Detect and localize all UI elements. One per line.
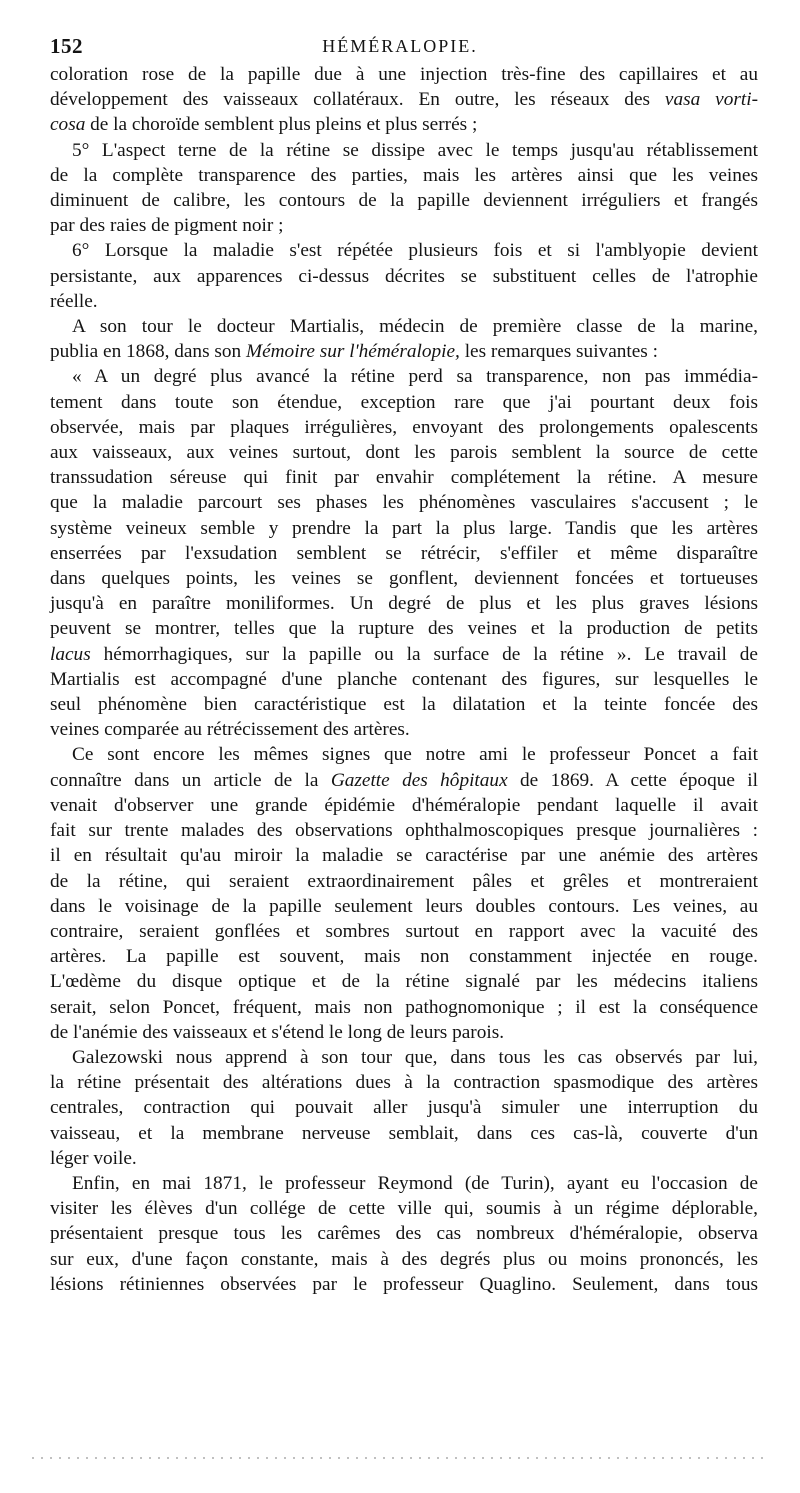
text-segment: Galezowski nous apprend à son tour que, dans tous les cas observés par lui, [72, 1046, 758, 1068]
text-segment: fait sur trente malades des observations ophthalmoscopiques presque journalières : [50, 820, 758, 842]
text-segment: de l'anémie des vaisseaux et s'étend le long de leurs parois. [50, 1021, 505, 1043]
running-title: HÉMÉRALOPIE. [322, 36, 478, 56]
text-segment: sur eux, d'une façon constante, mais à des degrés plus ou moins prononcés, les [50, 1248, 758, 1270]
paragraph [50, 364, 758, 742]
text-line [50, 969, 758, 994]
text-segment: centrales, contraction qui pouvait aller jusqu'à simuler une interruption du [50, 1097, 758, 1119]
text-segment: Enfin, en mai 1871, le professeur Reymond (de Turin), ayant eu l'occasion de [72, 1172, 758, 1194]
text-segment: « A un degré plus avancé la rétine perd sa transparence, non pas immédia- [72, 366, 758, 388]
text-line [50, 692, 758, 717]
text-line [50, 566, 758, 591]
text-line [50, 188, 758, 213]
text-segment: venait d'observer une grande épidémie d'héméralopie pendant laquelle il avait [50, 794, 758, 816]
text-line [50, 289, 758, 314]
text-line [50, 742, 758, 767]
body-text [50, 62, 758, 1297]
text-segment: connaître dans un article de la [50, 769, 331, 791]
page-header [50, 34, 750, 60]
text-segment: A son tour le docteur Martialis, médecin de première classe de la marine, [72, 316, 758, 338]
italic-text: vasa vorti- [664, 89, 759, 111]
text-segment: la rétine présentait des altérations dues à la contraction spasmodique des artères [50, 1072, 758, 1094]
text-line [50, 793, 758, 818]
text-segment: observée, mais par plaques irrégulières, envoyant des prolongements opalescents [50, 416, 758, 438]
text-line [50, 314, 758, 339]
text-line [50, 112, 758, 137]
text-segment: vaisseau, et la membrane nerveuse semblait, dans ces cas-là, couverte d'un [50, 1122, 758, 1144]
italic-text: Mémoire sur l'héméralopie, [246, 341, 460, 363]
text-segment: dans le voisinage de la papille seulement leurs doubles contours. Les veines, au [50, 895, 758, 917]
text-segment: présentaient presque tous les carêmes des cas nombreux d'héméralopie, observa [50, 1223, 758, 1245]
text-segment: contraire, seraient gonflées et sombres surtout en rapport avec la vacuité des [50, 920, 758, 942]
text-segment: serait, selon Poncet, fréquent, mais non pathognomonique ; il est la conséquence [50, 996, 758, 1018]
text-segment: de la complète transparence des parties, mais les artères ainsi que les veines [50, 164, 758, 186]
paragraph [50, 742, 758, 1044]
paragraph [50, 1045, 758, 1171]
text-segment: Martialis est accompagné d'une planche contenant des figures, sur lesquelles le [50, 668, 758, 690]
text-line [50, 1121, 758, 1146]
text-line [50, 1045, 758, 1070]
text-segment: publia en 1868, dans son [50, 341, 247, 363]
text-segment: visiter les élèves d'un collége de cette ville qui, soumis à un régime déplorable, [50, 1198, 758, 1220]
text-line [50, 465, 758, 490]
text-line [50, 995, 758, 1020]
text-line [50, 490, 758, 515]
text-segment: de la choroïde semblent plus pleins et plus serrés ; [85, 114, 478, 136]
text-line [50, 1146, 758, 1171]
text-segment: coloration rose de la papille due à une injection très-fine des capillaires et au [50, 64, 758, 85]
text-line [50, 390, 758, 415]
text-line [50, 1020, 758, 1045]
text-line [50, 87, 758, 112]
text-line [50, 616, 758, 641]
page-number: 152 [50, 34, 83, 58]
text-segment: veines comparée au rétrécissement des artères. [50, 719, 410, 741]
text-segment: 5° L'aspect terne de la rétine se dissipe avec le temps jusqu'au rétablissement [72, 139, 758, 161]
text-line [50, 768, 758, 793]
text-segment: persistante, aux apparences ci-dessus décrites se substituent celles de l'atrophie [50, 265, 758, 287]
text-segment: aux vaisseaux, aux veines surtout, dont les parois semblent la source de cette [50, 442, 758, 464]
text-segment: seul phénomène bien caractéristique est la dilatation et la teinte foncée des [50, 694, 758, 716]
text-line [50, 1171, 758, 1196]
text-line [50, 1196, 758, 1221]
text-line [50, 894, 758, 919]
paragraph [50, 1171, 758, 1297]
text-line [50, 541, 758, 566]
text-line [50, 919, 758, 944]
text-line [50, 213, 758, 238]
text-segment: hémorrhagiques, sur la papille ou la surface de la rétine ». Le travail de [90, 643, 758, 665]
text-line [50, 339, 758, 364]
text-segment: les remarques suivantes : [459, 341, 658, 363]
text-line [50, 818, 758, 843]
text-line [50, 62, 758, 87]
paragraph [50, 62, 758, 138]
text-line [50, 364, 758, 389]
italic-text: Gazette des hôpitaux [330, 769, 508, 791]
text-line [50, 163, 758, 188]
text-segment: développement des vaisseaux collatéraux. En outre, les réseaux des [50, 89, 665, 111]
text-segment: jusqu'à en paraître moniliformes. Un degré de plus et les plus graves lésions [50, 593, 758, 615]
text-line [50, 667, 758, 692]
text-line [50, 944, 758, 969]
text-segment: léger voile. [50, 1147, 137, 1169]
text-line [50, 642, 758, 667]
paragraph [50, 238, 758, 314]
text-line [50, 264, 758, 289]
text-line [50, 440, 758, 465]
text-segment: lésions rétiniennes observées par le professeur Quaglino. Seulement, dans tous [50, 1273, 758, 1295]
italic-text: lacus [50, 643, 91, 665]
text-segment: diminuent de calibre, les contours de la papille deviennent irréguliers et frangés [50, 190, 758, 212]
text-segment: de la rétine, qui seraient extraordinairement pâles et grêles et montreraient [50, 870, 758, 892]
text-line [50, 415, 758, 440]
paragraph [50, 138, 758, 239]
text-line [50, 516, 758, 541]
footer-dotted-rule [32, 1456, 768, 1460]
text-line [50, 1095, 758, 1120]
text-segment: réelle. [50, 290, 98, 312]
text-line [50, 238, 758, 263]
text-segment: artères. La papille est souvent, mais non constamment injectée en rouge. [50, 946, 758, 968]
text-segment: peuvent se montrer, telles que la rupture des veines et la production de petits [50, 618, 758, 640]
text-line [50, 591, 758, 616]
text-segment: il en résultait qu'au miroir la maladie se caractérise par une anémie des artères [50, 845, 758, 867]
text-segment: 6° Lorsque la maladie s'est répétée plusieurs fois et si l'amblyopie devient [72, 240, 758, 262]
text-segment: par des raies de pigment noir ; [50, 215, 284, 237]
text-line [50, 717, 758, 742]
text-segment: que la maladie parcourt ses phases les phénomènes vasculaires s'accusent ; le [50, 492, 758, 514]
paragraph [50, 314, 758, 364]
text-line [50, 843, 758, 868]
text-line [50, 869, 758, 894]
text-line [50, 138, 758, 163]
text-line [50, 1272, 758, 1297]
text-segment: transsudation séreuse qui finit par envahir complétement la rétine. A mesure [50, 467, 758, 489]
text-segment: tement dans toute son étendue, exception rare que j'ai pourtant deux fois [50, 391, 758, 413]
text-segment: de 1869. A cette époque il [507, 769, 758, 791]
text-line [50, 1221, 758, 1246]
text-segment: dans quelques points, les veines se gonflent, deviennent foncées et tortueuses [50, 568, 758, 590]
text-segment: Ce sont encore les mêmes signes que notre ami le professeur Poncet a fait [72, 744, 758, 766]
text-segment: L'œdème du disque optique et de la rétine signalé par les médecins italiens [50, 971, 758, 993]
text-line [50, 1070, 758, 1095]
italic-text: cosa [50, 114, 86, 136]
text-segment: système veineux semble y prendre la part la plus large. Tandis que les artères [50, 517, 758, 539]
text-segment: enserrées par l'exsudation semblent se rétrécir, s'effiler et même disparaître [50, 542, 758, 564]
text-line [50, 1247, 758, 1272]
